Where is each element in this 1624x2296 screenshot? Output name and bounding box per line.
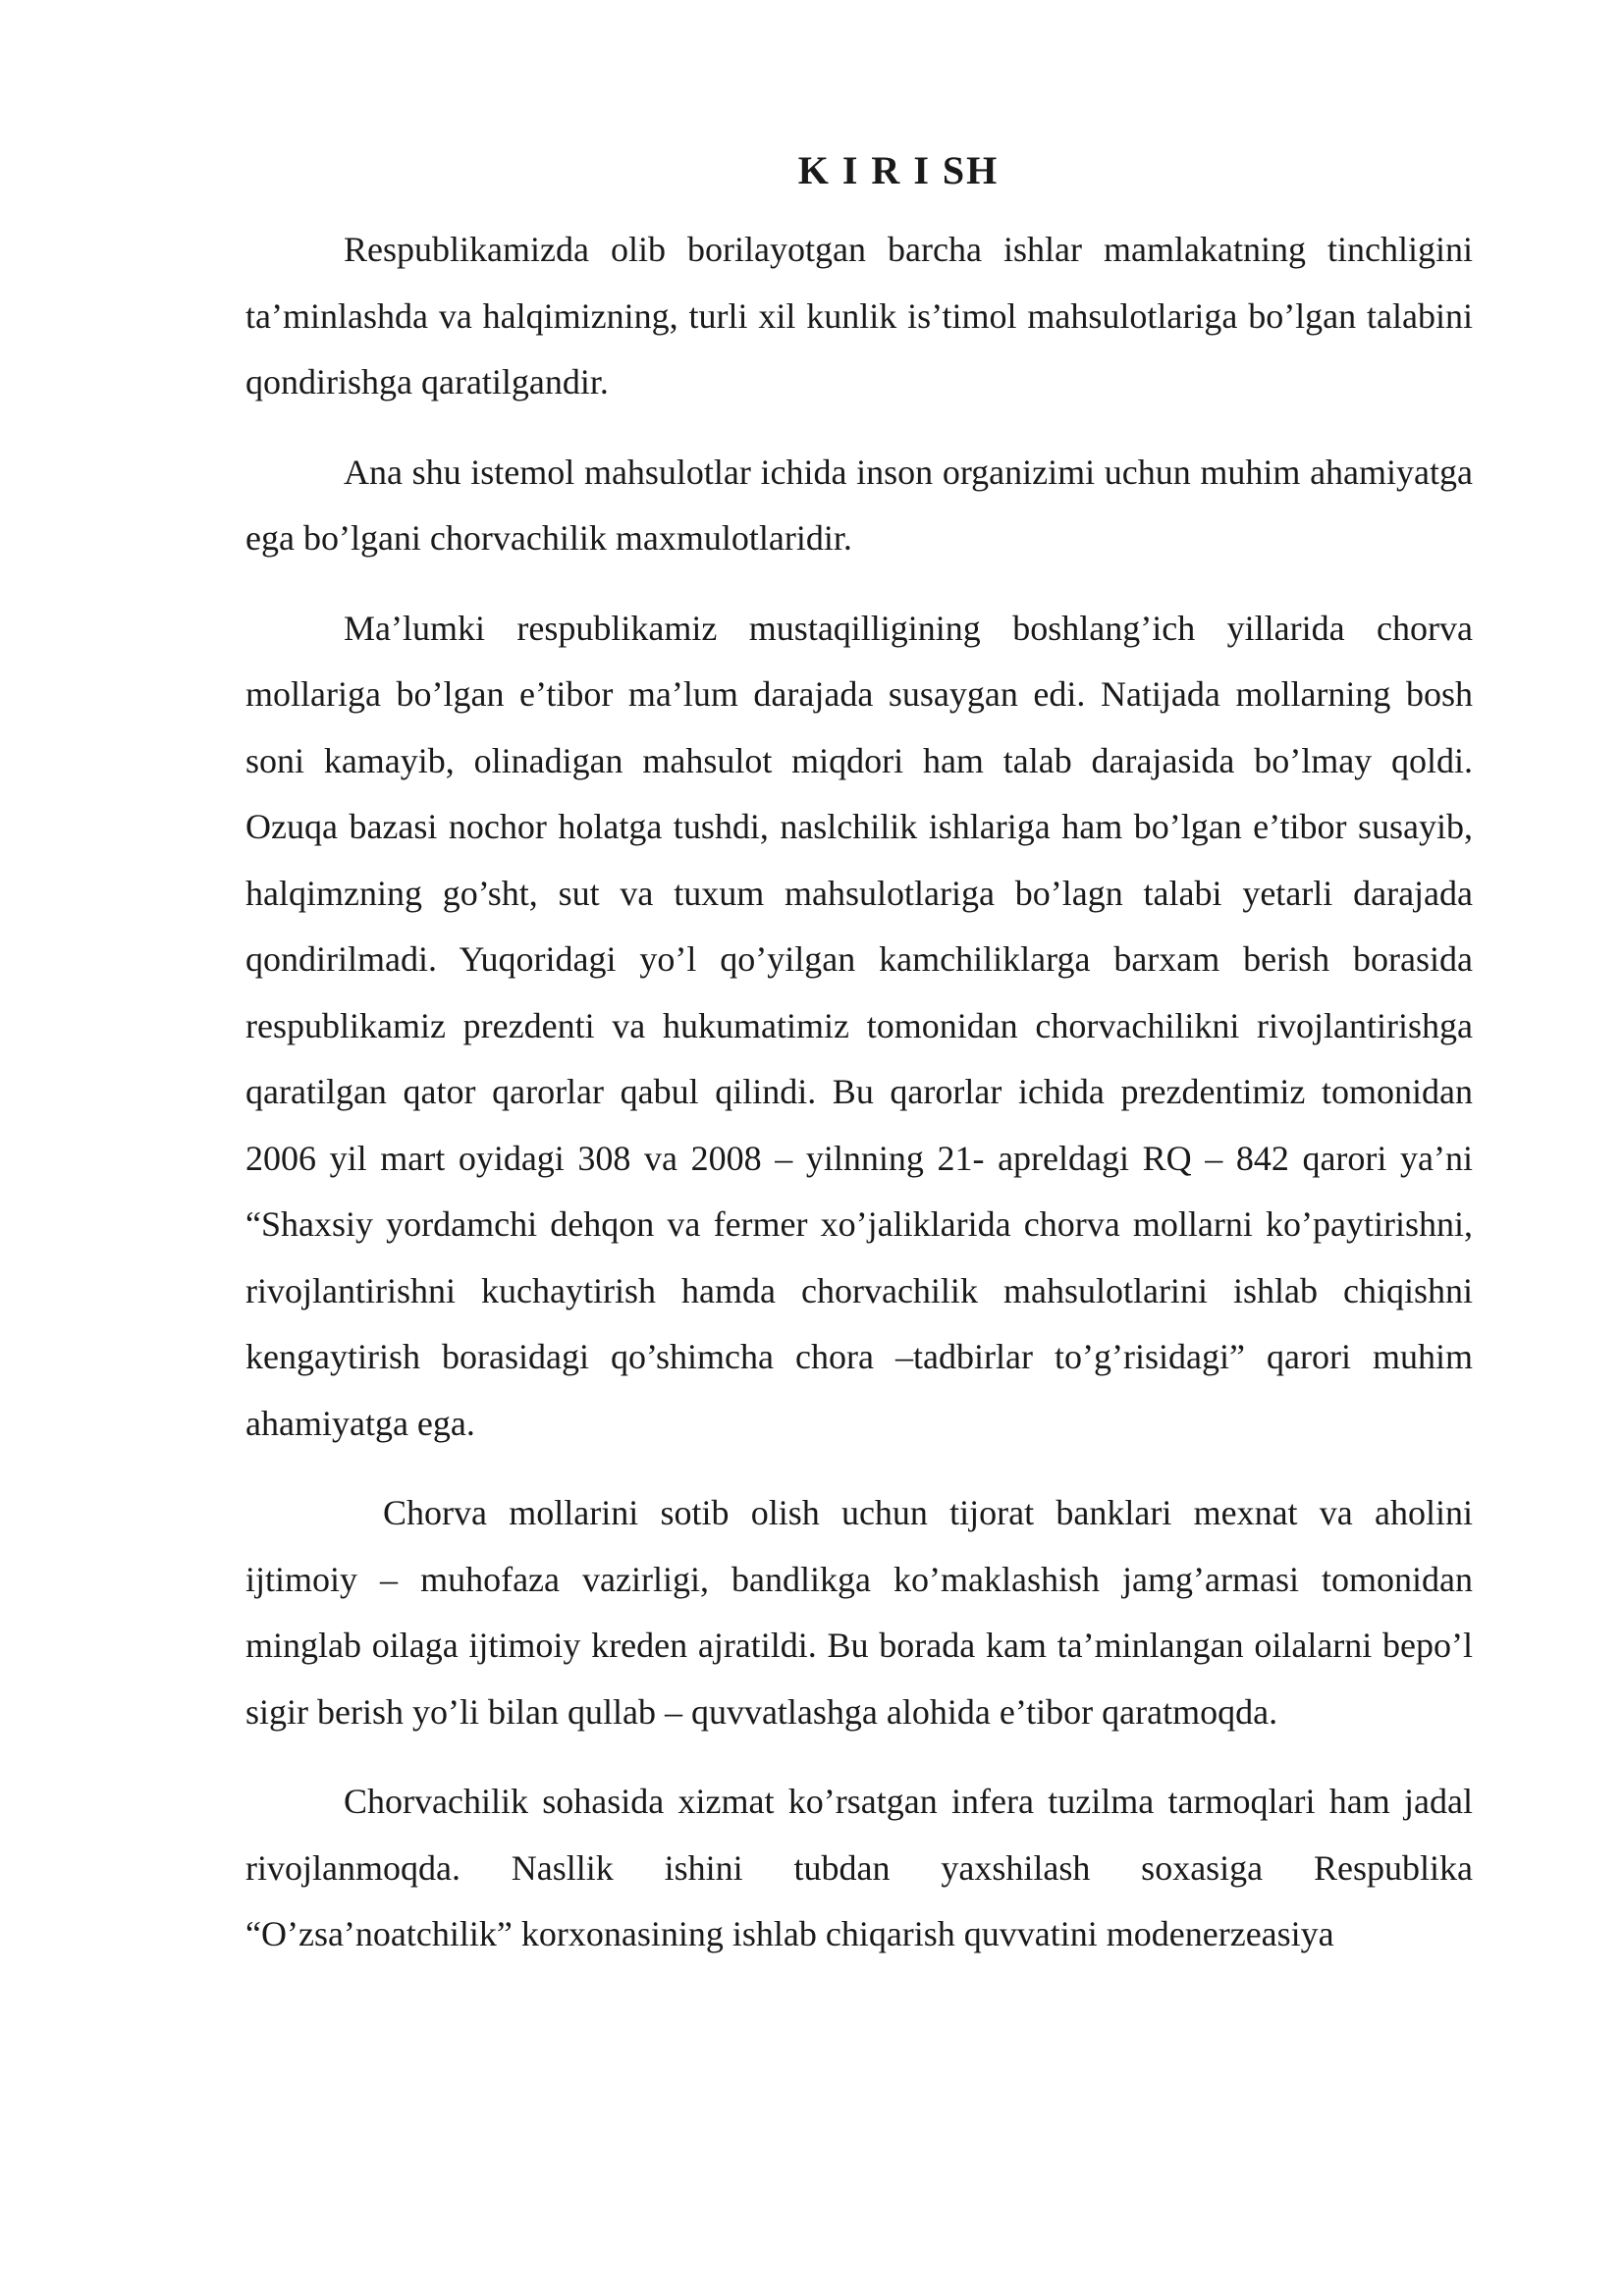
document-page [245, 147, 1473, 1968]
paragraph-2: Ana shu istemol mahsulotlar ichida inson organizimi uchun muhim ahamiyatga ega bo’lgani chorvachilik maxmulotlaridir. [245, 452, 1473, 558]
paragraph-3: Ma’lumki respublikamiz mustaqilligining boshlang’ich yillarida chorva mollariga bo’lgan e’tibor ma’lum darajada susaygan edi. Natijada mollarning bosh soni kamayib, olinadigan mahsulot miqdori ham talab darajasida bo’lmay qoldi. Ozuqa bazasi nochor holatga tushdi, naslchilik ishlariga ham bo’lgan e’tibor susayib, halqimzning go’sht, sut va tuxum mahsulotlariga bo’lagn talabi yetarli darajada qondirilmadi. Yuqoridagi yo’l qo’yilgan kamchiliklarga barxam berish borasida respublikamiz prezdenti va hukumatimiz tomonidan chorvachilikni rivojlantirishga qaratilgan qator qarorlar qabul qilindi. Bu qarorlar ichida prezdentimiz tomonidan 2006 yil mart oyidagi 308 va 2008 – yilnning 21- apreldagi RQ – 842 qarori ya’ni “Shaxsiy yordamchi dehqon va fermer xo’jaliklarida chorva mollarni ko’paytirishni, rivojlantirishni kuchaytirish hamda chorvachilik mahsulotlarini ishlab chiqishni kengaytirish borasidagi qo’shimcha chora –tadbirlar to’g’risidagi” qarori muhim ahamiyatga ega. [245, 608, 1473, 1443]
document-title: K I R I SH [797, 148, 1000, 192]
paragraph-4: Chorva mollarini sotib olish uchun tijorat banklari mexnat va aholini ijtimoiy – muhofaza vazirligi, bandlikga ko’maklashish jamg’armasi tomonidan minglab oilaga ijtimoiy kreden ajratildi. Bu borada kam ta’minlangan oilalarni bepo’l sigir berish yo’li bilan qullab – quvvatlashga alohida e’tibor qaratmoqda. [245, 1493, 1473, 1732]
paragraph-5: Chorvachilik sohasida xizmat ko’rsatgan infera tuzilma tarmoqlari ham jadal rivojlanmoqda. Nasllik ishini tubdan yaxshilash soxasiga Respublika “O’zsa’noatchilik” korxonasining ishlab chiqarish quvvatini modenerzeasiya [245, 1782, 1473, 1953]
paragraph-1: Respublikamizda olib borilayotgan barcha ishlar mamlakatning tinchligini ta’minlashda va halqimizning, turli xil kunlik is’timol mahsulotlariga bo’lgan talabini qondirishga qaratilgandir. [245, 230, 1473, 401]
